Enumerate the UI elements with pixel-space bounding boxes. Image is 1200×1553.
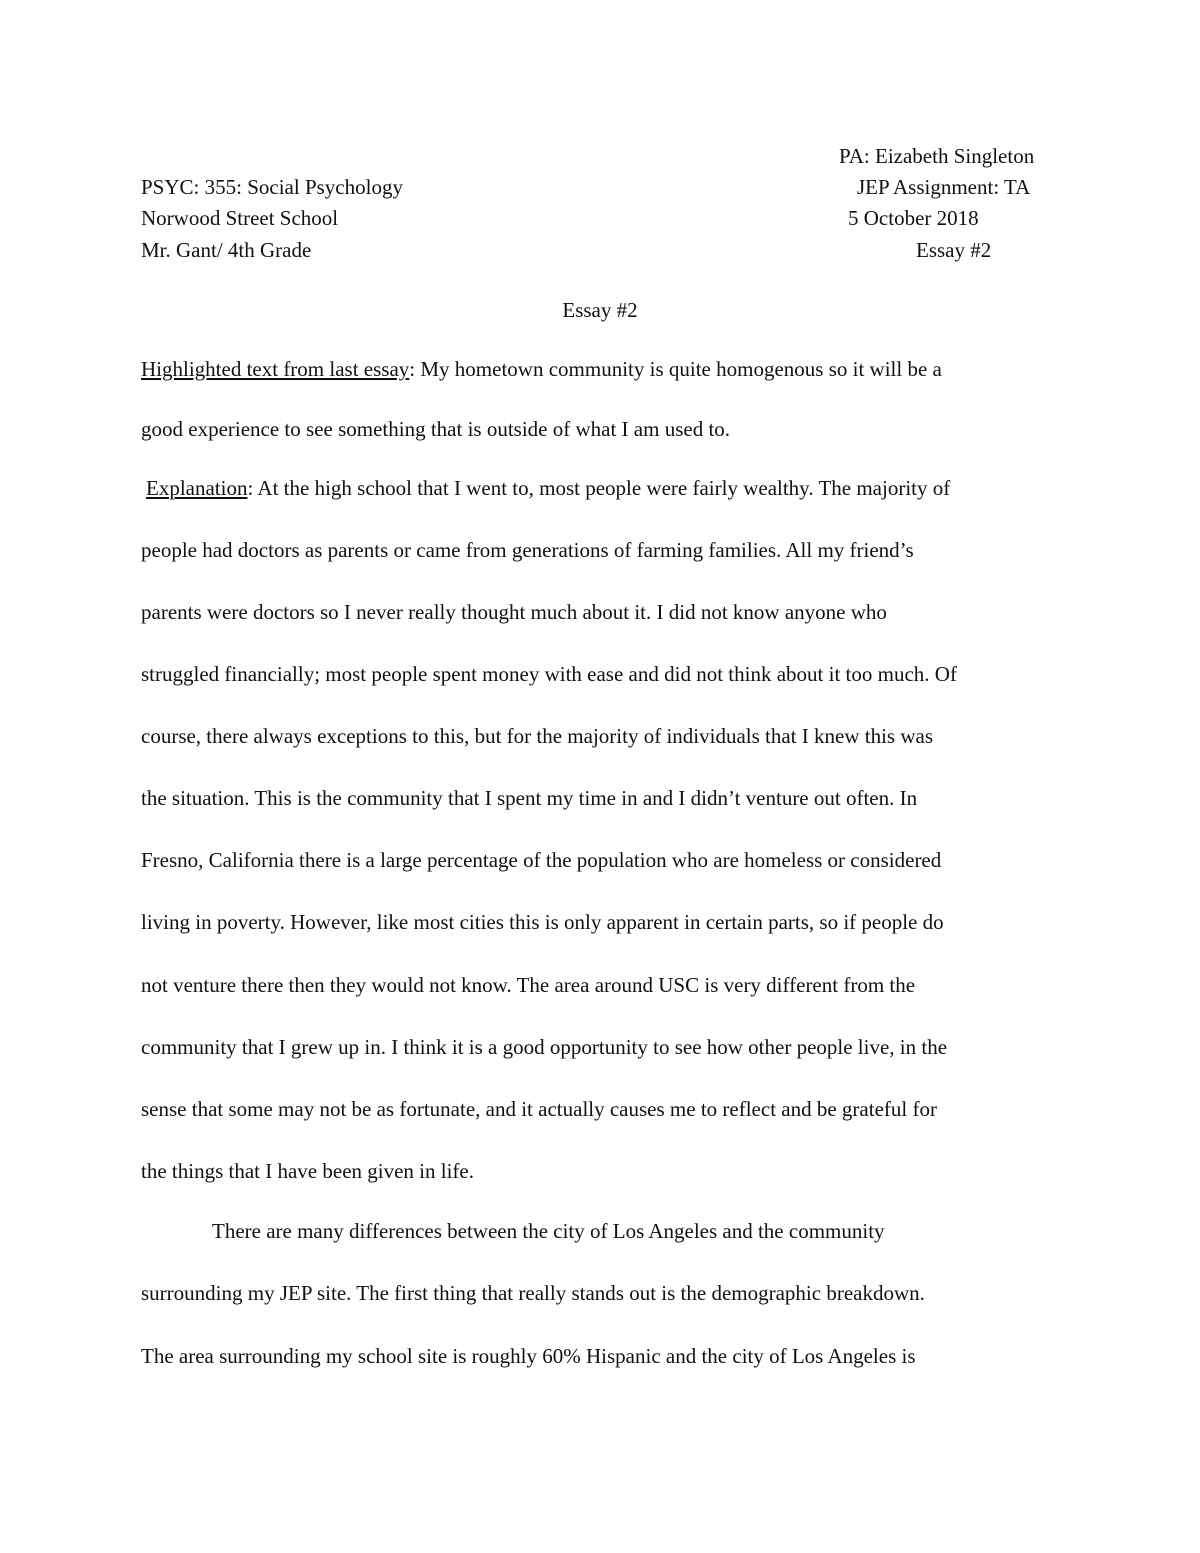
header-author: PA: Eizabeth Singleton — [839, 144, 1035, 168]
explanation-line: the things that I have been given in life. — [141, 1159, 474, 1183]
highlighted-text: : My hometown community is quite homogenous so it will be a — [409, 357, 942, 381]
explanation-line: parents were doctors so I never really thought much about it. I did not know anyone who — [141, 600, 887, 624]
header-school: Norwood Street School — [141, 206, 339, 230]
highlighted-line-1 — [141, 357, 1061, 381]
highlighted-label: Highlighted text from last essay — [141, 357, 410, 381]
explanation-line: course, there always exceptions to this, but for the majority of individuals that I knew this was — [141, 724, 933, 748]
header-course: PSYC: 355: Social Psychology — [141, 175, 403, 199]
essay-title: Essay #2 — [562, 298, 638, 322]
explanation-label: Explanation — [146, 476, 248, 500]
paragraph-line: There are many differences between the city of Los Angeles and the community — [212, 1219, 885, 1243]
header-teacher: Mr. Gant/ 4th Grade — [141, 238, 312, 262]
explanation-line: struggled financially; most people spent money with ease and did not think about it too much. Of — [141, 662, 957, 686]
explanation-text: : At the high school that I went to, most people were fairly wealthy. The majority of — [247, 476, 951, 500]
paragraph-line: surrounding my JEP site. The first thing that really stands out is the demographic breakdown. — [141, 1281, 925, 1305]
header-date: 5 October 2018 — [848, 206, 979, 230]
header-essay-number: Essay #2 — [916, 238, 992, 262]
paragraph-line: The area surrounding my school site is roughly 60% Hispanic and the city of Los Angeles is — [141, 1344, 916, 1368]
explanation-line: Fresno, California there is a large percentage of the population who are homeless or considered — [141, 848, 942, 872]
explanation-line: sense that some may not be as fortunate, and it actually causes me to reflect and be grateful for — [141, 1097, 937, 1121]
explanation-line-1 — [146, 476, 1066, 500]
explanation-line: not venture there then they would not know. The area around USC is very different from the — [141, 973, 916, 997]
highlighted-line-2: good experience to see something that is outside of what I am used to. — [141, 417, 731, 441]
explanation-line: living in poverty. However, like most cities this is only apparent in certain parts, so if people do — [141, 910, 944, 934]
header-assignment: JEP Assignment: TA — [857, 175, 1031, 199]
explanation-line: people had doctors as parents or came from generations of farming families. All my friend’s — [141, 538, 914, 562]
explanation-line: community that I grew up in. I think it is a good opportunity to see how other people live, in the — [141, 1035, 948, 1059]
explanation-line: the situation. This is the community that I spent my time in and I didn’t venture out often. In — [141, 786, 918, 810]
